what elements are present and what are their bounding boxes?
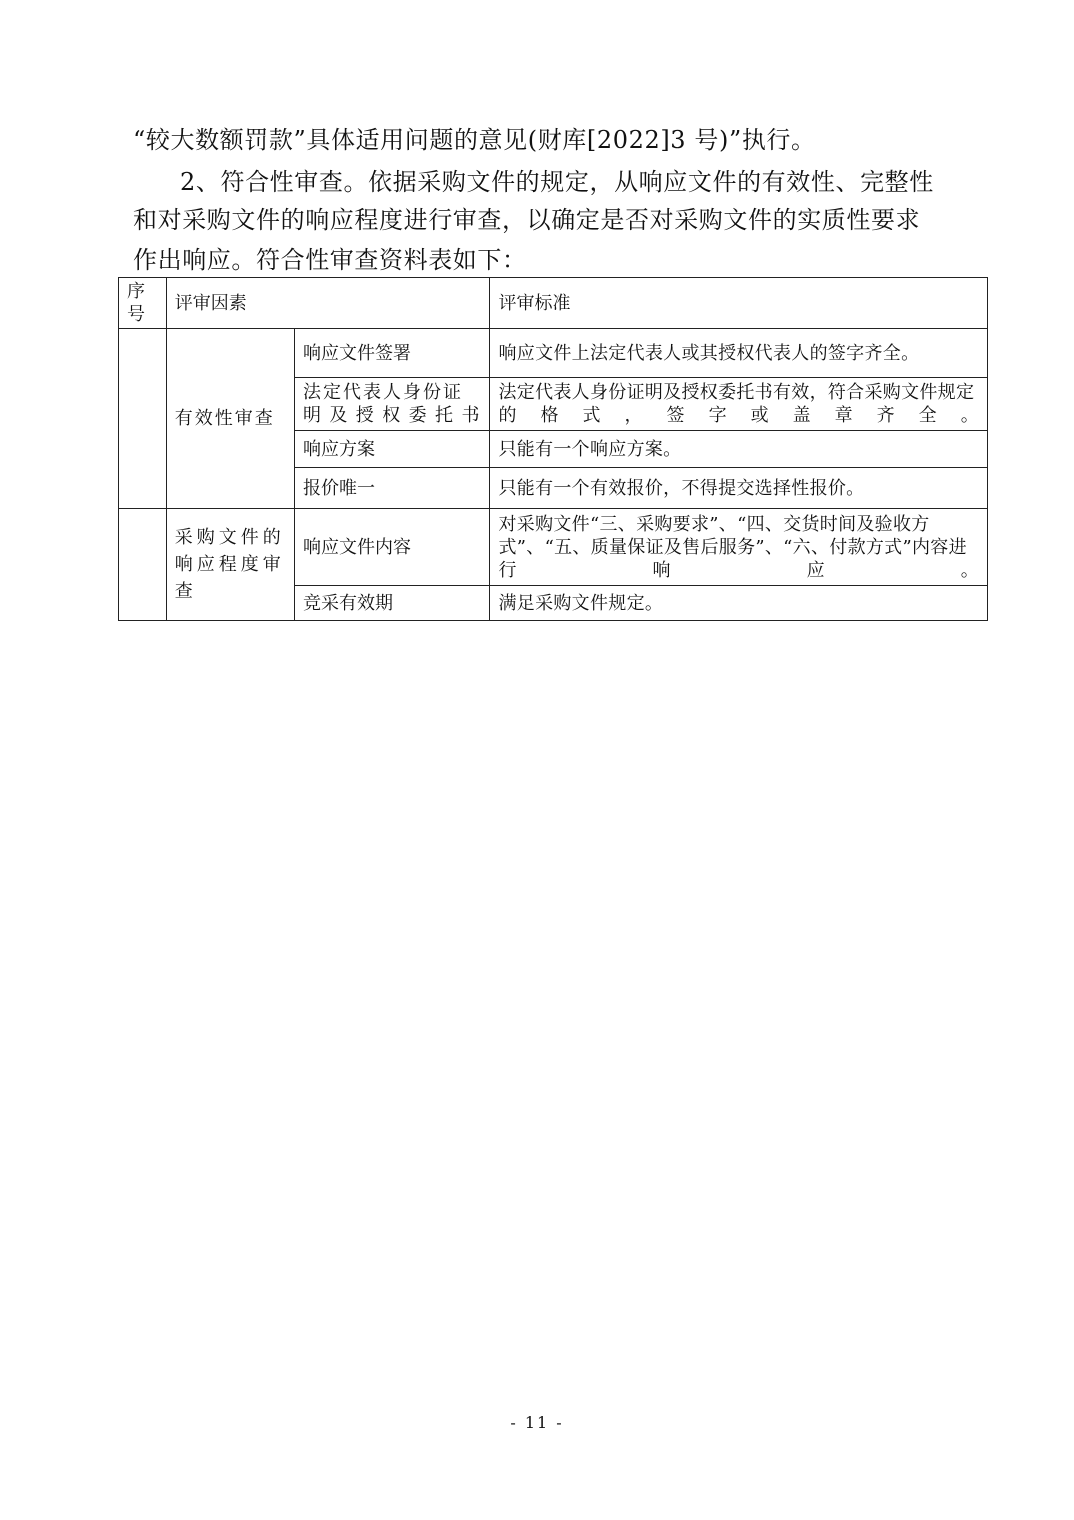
item-cell: 响应文件内容	[294, 509, 490, 586]
table-header-row	[119, 278, 988, 329]
standard-cell: 只能有一个有效报价，不得提交选择性报价。	[490, 468, 988, 509]
standard-cell: 响应文件上法定代表人或其授权代表人的签字齐全。	[490, 329, 988, 378]
item-cell: 报价唯一	[294, 468, 490, 509]
item-cell: 竞采有效期	[294, 586, 490, 621]
standard-cell: 法定代表人身份证明及授权委托书有效，符合采购文件规定的格式，签字或盖章齐全。	[490, 378, 988, 431]
row-number-cell	[119, 329, 167, 509]
header-standard: 评审标准	[490, 278, 988, 329]
item-cell: 响应方案	[294, 431, 490, 468]
header-no: 序号	[119, 278, 167, 329]
table-row	[119, 509, 988, 586]
item-cell: 响应文件签署	[294, 329, 490, 378]
paragraph-line-3: 和对采购文件的响应程度进行审查，以确定是否对采购文件的实质性要求	[133, 206, 921, 234]
page-number: - 11 -	[510, 1413, 564, 1432]
category-validity: 有效性审查	[166, 329, 294, 509]
paragraph-line-2: 2、符合性审查。依据采购文件的规定，从响应文件的有效性、完整性	[180, 168, 934, 196]
item-cell: 法定代表人身份证明及授权委托书	[294, 378, 490, 431]
standard-cell: 满足采购文件规定。	[490, 586, 988, 621]
paragraph-line-4: 作出响应。符合性审查资料表如下：	[133, 246, 527, 274]
table-row	[119, 329, 988, 378]
paragraph-line-1: “较大数额罚款”具体适用问题的意见(财库[2022]3 号)”执行。	[133, 126, 816, 154]
standard-cell: 对采购文件“三、采购要求”、“四、交货时间及验收方式”、“五、质量保证及售后服务”、“六、付款方式”内容进行响应。	[490, 509, 988, 586]
row-number-cell	[119, 509, 167, 621]
category-response-degree: 采购文件的响应程度审查	[166, 509, 294, 621]
standard-cell: 只能有一个响应方案。	[490, 431, 988, 468]
conformity-review-table	[118, 277, 988, 621]
header-factor: 评审因素	[166, 278, 490, 329]
